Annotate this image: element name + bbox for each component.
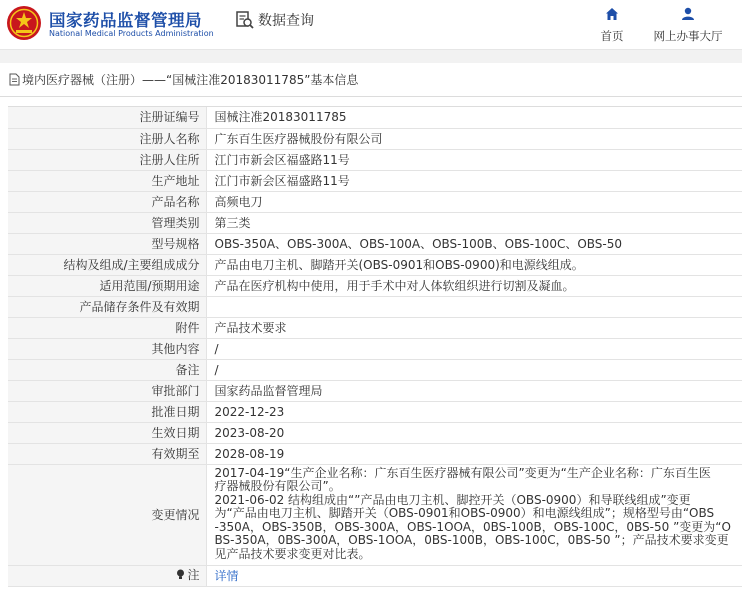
field-value: 国家药品监督管理局 <box>206 380 742 401</box>
breadcrumb-separator: —— <box>142 72 167 87</box>
field-label: 变更情况 <box>8 464 206 565</box>
change-history-value <box>206 464 742 565</box>
record-table <box>8 106 742 587</box>
field-label: 型号规格 <box>8 233 206 254</box>
change-line: BS-350A，0BS-300A，OBS-1OOA，0BS-100B，OBS-100C，0BS-50 ”；产品技术要求变更 <box>214 533 729 548</box>
field-label: 其他内容 <box>8 338 206 359</box>
breadcrumb-current: “国械注准20183011785”基本信息 <box>166 73 359 87</box>
field-value: 江门市新会区福盛路11号 <box>206 149 742 170</box>
breadcrumb <box>0 63 742 97</box>
table-row <box>8 317 742 338</box>
field-label: 产品名称 <box>8 191 206 212</box>
change-line: 疗器械股份有限公司”。 <box>214 479 341 494</box>
change-line: 为“产品由电刀主机、脚踏开关（OBS-0901和OBS-0900）和电源线组成”；规格型号由“OBS <box>214 506 715 521</box>
table-row <box>8 443 742 464</box>
field-label: 批准日期 <box>8 401 206 422</box>
table-row <box>8 212 742 233</box>
field-label: 注册人住所 <box>8 149 206 170</box>
table-row <box>8 149 742 170</box>
table-row <box>8 254 742 275</box>
field-value <box>206 296 742 317</box>
data-query-nav[interactable] <box>235 10 314 30</box>
nav-online-hall[interactable] <box>647 7 729 44</box>
data-query-label: 数据查询 <box>258 13 314 29</box>
field-value: 产品在医疗机构中使用，用于手术中对人体软组织进行切割及凝血。 <box>206 275 742 296</box>
field-value: 广东百生医疗器械股份有限公司 <box>206 128 742 149</box>
header-spacer <box>0 50 742 63</box>
bulb-icon <box>176 569 185 580</box>
breadcrumb-category[interactable]: 境内医疗器械（注册） <box>22 73 143 87</box>
field-value: 2023-08-20 <box>206 422 742 443</box>
nav-home-label: 首页 <box>600 29 624 43</box>
field-label: 生效日期 <box>8 422 206 443</box>
note-value <box>206 565 742 586</box>
field-value: 江门市新会区福盛路11号 <box>206 170 742 191</box>
site-header <box>0 0 742 50</box>
field-value: 高频电刀 <box>206 191 742 212</box>
field-value: 第三类 <box>206 212 742 233</box>
table-row <box>8 107 742 128</box>
table-row <box>8 380 742 401</box>
field-label: 注册人名称 <box>8 128 206 149</box>
home-icon <box>605 7 619 21</box>
record-table-body <box>8 107 742 586</box>
table-row <box>8 191 742 212</box>
field-label: 结构及组成/主要组成成分 <box>8 254 206 275</box>
field-label: 产品储存条件及有效期 <box>8 296 206 317</box>
field-label: 审批部门 <box>8 380 206 401</box>
table-row <box>8 401 742 422</box>
field-value: / <box>206 338 742 359</box>
brand-title: 国家药品监督管理局 <box>49 11 202 30</box>
field-label: 生产地址 <box>8 170 206 191</box>
change-line: 2017-04-19“生产企业名称：广东百生医疗器械有限公司”变更为“生产企业名称：广东百生医 <box>214 465 711 480</box>
field-value: OBS-350A、OBS-300A、OBS-100A、OBS-100B、OBS-100C、OBS-50 <box>206 233 742 254</box>
nav-online-hall-label: 网上办事大厅 <box>653 29 723 43</box>
change-line: 2021-06-02 结构组成由“”产品由电刀主机、脚控开关（OBS-0900）和导联线组成”变更 <box>214 492 691 507</box>
note-label-cell <box>8 565 206 586</box>
field-value: 2028-08-19 <box>206 443 742 464</box>
field-label: 管理类别 <box>8 212 206 233</box>
change-line: 见产品技术要求变更对比表。 <box>214 547 371 562</box>
change-history-row <box>8 464 742 565</box>
field-label: 附件 <box>8 317 206 338</box>
change-line: -350A，OBS-350B，OBS-300A，OBS-1OOA，0BS-100B，OBS-100C，0BS-50 ”变更为“O <box>214 519 731 534</box>
field-label: 有效期至 <box>8 443 206 464</box>
field-label: 适用范围/预期用途 <box>8 275 206 296</box>
table-row <box>8 359 742 380</box>
nav-home[interactable] <box>597 7 627 44</box>
field-value: 2022-12-23 <box>206 401 742 422</box>
table-row <box>8 296 742 317</box>
table-row <box>8 422 742 443</box>
field-label: 备注 <box>8 359 206 380</box>
note-row <box>8 565 742 586</box>
search-doc-icon <box>235 10 255 30</box>
brand-subtitle: National Medical Products Administration <box>49 29 214 38</box>
field-value: 产品技术要求 <box>206 317 742 338</box>
nmpa-emblem-icon <box>6 5 42 41</box>
field-value: 国械注准20183011785 <box>206 107 742 128</box>
detail-link[interactable]: 详情 <box>214 568 239 583</box>
document-icon <box>9 73 20 86</box>
table-row <box>8 128 742 149</box>
table-row <box>8 338 742 359</box>
user-icon <box>681 7 695 21</box>
table-row <box>8 170 742 191</box>
field-value: 产品由电刀主机、脚踏开关(OBS-0901和OBS-0900)和电源线组成。 <box>206 254 742 275</box>
note-label: 注 <box>187 567 200 582</box>
table-row <box>8 275 742 296</box>
field-label: 注册证编号 <box>8 107 206 128</box>
table-row <box>8 233 742 254</box>
field-value: / <box>206 359 742 380</box>
